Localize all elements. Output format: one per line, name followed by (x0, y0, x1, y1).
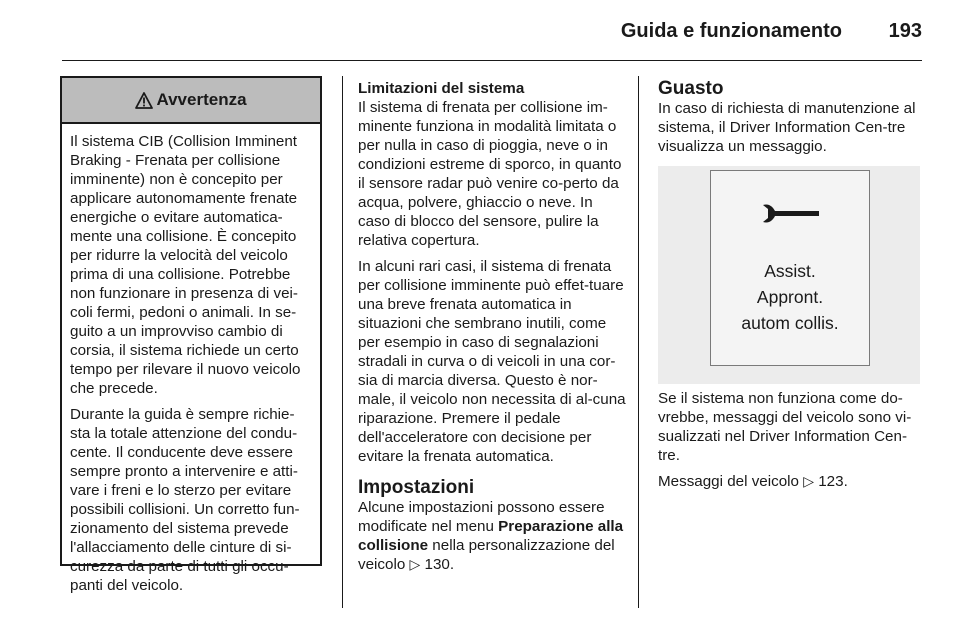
limitations-paragraph-2: In alcuni rari casi, il sistema di frenata per collisione imminente può effet-tuare una breve frenata automatica in situazioni che sembrano inutili, come per esempio in caso di segnalazioni stradali in curva o di veicoli in una cor-sia di marcia diversa. Questo è nor-male, il veicolo non necessita di al-cuna riparazione. Premere il pedale dell'acceleratore con decisione per evitare la frenata automatica. (358, 258, 626, 465)
page-header (0, 0, 960, 62)
header-title: Guida e funzionamento (620, 20, 842, 42)
settings-text-after: nella personalizzazione del veicolo (358, 537, 615, 573)
header-rule (62, 60, 922, 61)
dic-display-screen (710, 170, 870, 366)
warning-body (62, 124, 320, 595)
display-line-1: Assist. (764, 261, 816, 281)
messages-text: Messaggi del veicolo (658, 473, 799, 490)
warning-header (62, 78, 320, 124)
warning-box (60, 76, 322, 594)
middle-column (358, 79, 626, 581)
wrench-icon (759, 201, 823, 227)
display-line-3: autom collis. (741, 313, 839, 333)
settings-menu-name: Preparazione alla collisione (358, 518, 624, 554)
fault-heading: Guasto (658, 78, 724, 99)
messages-page-ref[interactable]: 123. (818, 473, 848, 490)
warning-triangle-icon (135, 92, 153, 109)
warning-paragraph-1: Il sistema CIB (Collision Imminent Braking - Frenata per collisione imminente) non è concepito per applicare autonomamente frenate energiche o evitare automatica-mente una collisione. È concepito per ridurre la velocità del veicolo prima di una collisione. Potrebbe non funzionare in presenza di vei-coli fermi, pedoni o animali. In se-guito a un improvviso cambio di corsia, il sistema richiede un certo tempo per rilevare il nuovo veicolo che precede. (70, 133, 301, 397)
reference-arrow-icon: ▷ (803, 473, 814, 489)
column-divider-left (342, 76, 343, 608)
settings-text-before: Alcune impostazioni possono essere modificate nel menu (358, 499, 605, 535)
settings-paragraph (358, 498, 626, 574)
right-column (658, 79, 922, 163)
messages-paragraph (658, 472, 924, 491)
warning-title: Avvertenza (156, 90, 247, 109)
fault-paragraph: In caso di richiesta di manutenzione al sistema, il Driver Information Cen-tre visualizza un messaggio. (658, 100, 916, 155)
column-divider-right (638, 76, 639, 608)
limitations-paragraph-1: Il sistema di frenata per collisione im-minente funziona in modalità limitata o per nulla in caso di pioggia, neve o in condizioni estreme di sporco, in quanto il sensore radar può venire co-perto da acqua, polvere, ghiaccio o neve. In caso di blocco del sensore, pulire la relativa copertura. (358, 99, 622, 249)
fault-after-paragraph: Se il sistema non funziona come do-vrebbe, messaggi del veicolo sono vi-sualizzati nel Driver Information Cen-tre. (658, 390, 912, 464)
dic-display-illustration (658, 166, 920, 384)
reference-arrow-icon: ▷ (409, 556, 421, 572)
right-column-lower (658, 389, 924, 498)
warning-paragraph-2: Durante la guida è sempre richie-sta la totale attenzione del condu-cente. Il conducente deve essere sempre pronto a intervenire e atti-vare i freni e lo sterzo per evitare possibili collisioni. Un corretto fun-zionamento del sistema prevede l'allacciamento delle cinture di si-curezza da parte di tutti gli occu-panti del veicolo. (70, 406, 300, 594)
settings-page-ref[interactable]: 130. (424, 556, 455, 573)
settings-heading: Impostazioni (358, 477, 475, 498)
page-number: 193 (888, 20, 922, 42)
limitations-heading: Limitazioni del sistema (358, 80, 525, 97)
display-line-2: Appront. (756, 287, 824, 307)
